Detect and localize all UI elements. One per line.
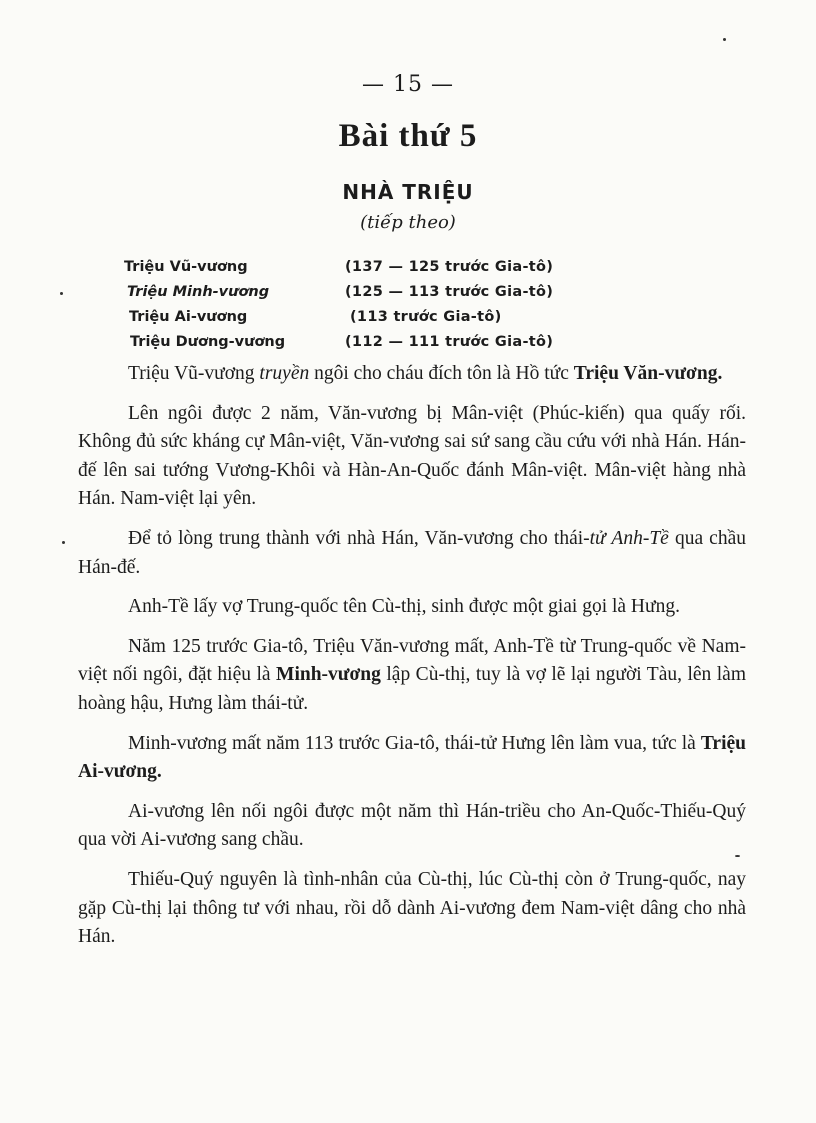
paragraph-8 xyxy=(78,866,746,952)
paragraph-7 xyxy=(78,798,746,855)
text-run: Minh-vương mất năm 113 trước Gia-tô, thái-tử Hưng lên làm vua, tức là xyxy=(128,732,701,754)
scan-speck xyxy=(62,541,65,544)
body-text xyxy=(78,360,746,952)
reign-row xyxy=(124,304,553,329)
text-run: ngôi cho cháu đích tôn là Hồ tức xyxy=(309,363,574,384)
text-run: Để tỏ lòng trung thành với nhà Hán, Văn-vương cho thái- xyxy=(128,527,590,549)
reign-row xyxy=(124,279,553,304)
reign-years: (112 — 111 trước Gia-tô) xyxy=(345,333,554,350)
section-subtitle: (tiếp theo) xyxy=(360,212,456,233)
lesson-title: Bài thứ 5 xyxy=(338,118,478,154)
paragraph-3 xyxy=(78,525,746,582)
text-run: Triệu Vũ-vương xyxy=(128,363,260,384)
paragraph-2 xyxy=(78,400,746,514)
reign-years: (125 — 113 trước Gia-tô) xyxy=(345,283,554,300)
text-run: Năm 125 trước Gia-tô, Triệu Văn-vương mất, Anh-Tề từ Trung-quốc về Nam-việt nối ngôi, đặt hiệu là xyxy=(78,635,746,686)
paragraph-4 xyxy=(78,593,746,622)
reign-years: (137 — 125 trước Gia-tô) xyxy=(345,258,554,275)
scan-speck xyxy=(723,38,726,41)
text-run: tử Anh-Tề xyxy=(589,527,669,549)
section-title: NHÀ TRIỆU xyxy=(342,180,474,204)
paragraph-6 xyxy=(78,730,746,787)
text-run: Thiếu-Quý nguyên là tình-nhân của Cù-thị, lúc Cù-thị còn ở Trung-quốc, nay gặp Cù-thị lại thông tư với nhau, rồi dỗ dành Ai-vương đem Nam-việt dâng cho nhà Hán. xyxy=(78,868,746,948)
scan-speck xyxy=(60,292,63,295)
text-run: Anh-Tề lấy vợ Trung-quốc tên Cù-thị, sinh được một giai gọi là Hưng. xyxy=(128,596,680,618)
reign-name: Triệu Vũ-vương xyxy=(124,258,248,275)
reign-row xyxy=(124,329,553,354)
reign-name: Triệu Dương-vương xyxy=(130,333,286,350)
text-run: Lên ngôi được 2 năm, Văn-vương bị Mân-việt (Phúc-kiến) qua quấy rối. Không đủ sức kháng cự Mân-việt, Văn-vương sai sứ sang cầu cứu với nhà Hán. Hán-đế lên sai tướng Vương-Khôi và Hàn-An-Quốc đánh Mân-việt. Mân-việt hàng nhà Hán. Nam-việt lại yên. xyxy=(78,402,746,510)
king-name: Minh-vương xyxy=(276,664,381,686)
reign-name: Triệu Minh-vương xyxy=(127,283,270,300)
text-run: Ai-vương lên nối ngôi được một năm thì Hán-triều cho An-Quốc-Thiếu-Quý qua vời Ai-vương sang chầu. xyxy=(78,800,746,851)
king-name: Triệu Ai-vương. xyxy=(78,732,746,783)
text-run: qua chầu Hán-đế. xyxy=(78,527,746,578)
reign-years: (113 trước Gia-tô) xyxy=(350,308,502,325)
king-name: Triệu Văn-vương. xyxy=(573,363,723,384)
reign-row xyxy=(124,254,553,279)
text-run: lập Cù-thị, tuy là vợ lẽ lại người Tàu, lên làm hoàng hậu, Hưng làm thái-tử. xyxy=(78,664,747,714)
paragraph-1 xyxy=(78,360,746,389)
text-run: truyền xyxy=(259,363,310,384)
paragraph-5 xyxy=(78,633,746,719)
reign-list xyxy=(124,254,553,354)
scan-speck xyxy=(735,855,740,857)
page-number: — 15 — xyxy=(362,72,454,97)
reign-name: Triệu Ai-vương xyxy=(129,308,248,325)
